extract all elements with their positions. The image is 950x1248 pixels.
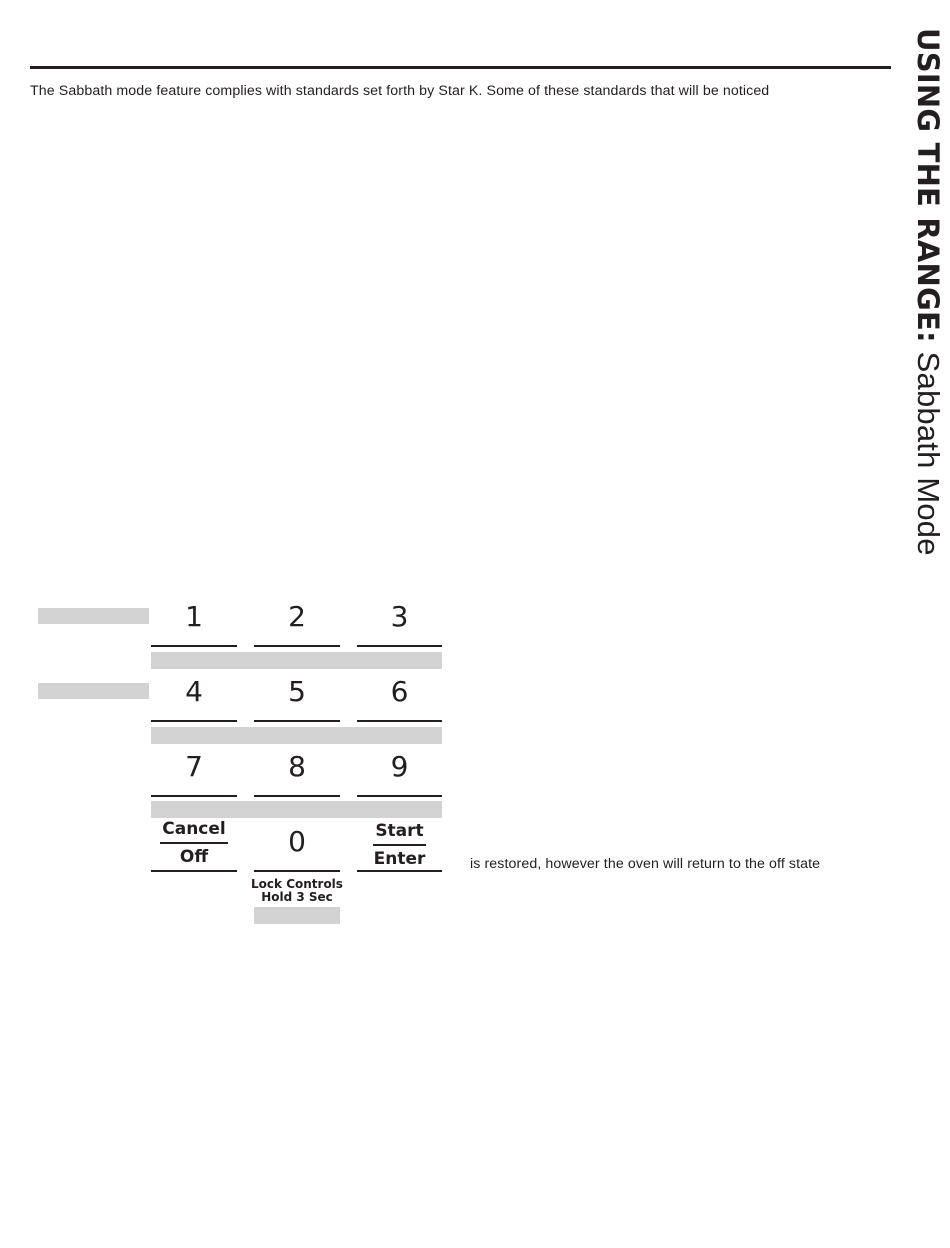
key-4[interactable]: 4 (185, 675, 203, 708)
row-bar-1 (151, 652, 442, 669)
side-section-title (913, 28, 944, 556)
start-enter-key[interactable] (357, 820, 442, 870)
key-8[interactable]: 8 (288, 750, 306, 783)
label-bar-2 (38, 683, 149, 699)
key-6[interactable]: 6 (390, 675, 409, 708)
key-2-line (254, 645, 340, 647)
key-1[interactable]: 1 (185, 600, 203, 633)
start-line (357, 870, 442, 872)
key-4-line (151, 720, 237, 722)
key-6-line (357, 720, 442, 722)
cancel-line (151, 870, 237, 872)
key-3-line (357, 645, 442, 647)
key-1-line (151, 645, 237, 647)
lock-bar (254, 907, 340, 924)
key-5[interactable]: 5 (288, 675, 306, 708)
row-bar-3 (151, 801, 442, 818)
key-0[interactable]: 0 (288, 825, 306, 858)
lock-line-2: Hold 3 Sec (261, 890, 333, 904)
header-rule (30, 66, 891, 69)
enter-label: Enter (373, 849, 426, 869)
key-2[interactable]: 2 (288, 600, 306, 633)
row-bar-2 (151, 727, 442, 744)
key-5-line (254, 720, 340, 722)
key-7-line (151, 795, 237, 797)
intro-paragraph: The Sabbath mode feature complies with standards set forth by Star K. Some of these standards that will be noticed (30, 83, 770, 99)
cancel-label: Cancel (160, 818, 227, 844)
key-9-line (357, 795, 442, 797)
key-7[interactable]: 7 (185, 750, 203, 783)
side-title-rest: Sabbath Mode (911, 342, 946, 556)
label-bar-1 (38, 608, 149, 624)
start-label: Start (373, 820, 425, 846)
lock-line-1: Lock Controls (251, 877, 343, 891)
lock-controls-label (244, 878, 350, 904)
key-3[interactable]: 3 (390, 600, 409, 633)
side-title-bold: USING THE RANGE: (911, 28, 945, 343)
key-9[interactable]: 9 (390, 750, 409, 783)
off-label: Off (179, 847, 209, 867)
key-0-line (254, 870, 340, 872)
restored-text: is restored, however the oven will return to the off state (470, 856, 821, 872)
cancel-off-key[interactable] (151, 818, 237, 868)
key-8-line (254, 795, 340, 797)
